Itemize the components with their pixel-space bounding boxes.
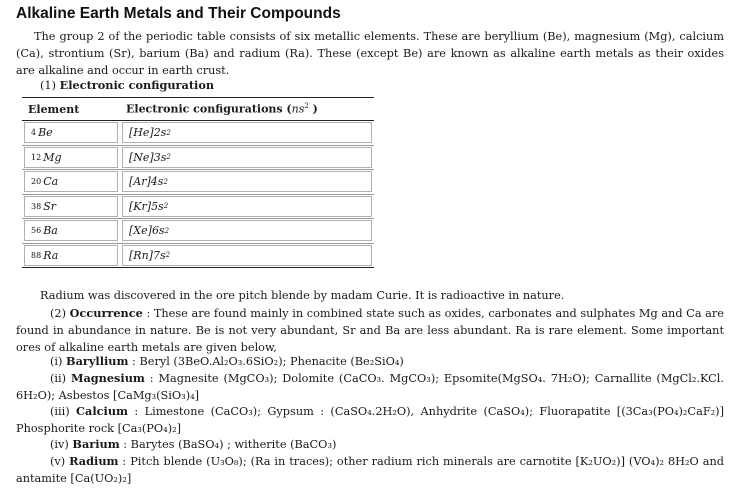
ore-number: (iv) (50, 438, 69, 451)
valence-config: 4s (150, 175, 164, 189)
table-row (22, 219, 374, 244)
atomic-number: 20 (31, 177, 42, 187)
element-symbol: Mg (43, 150, 62, 164)
ore-metal-name: Radium (69, 454, 119, 468)
intro-paragraph: The group 2 of the periodic table consists of six metallic elements. These are beryllium (Be), magnesium (Mg), calcium (Ca), strontium (Sr), barium (Ba) and radium (Ra). These (except Be) are known as alkaline earth metals as their oxides are alkaline and occur in earth crust. (16, 30, 724, 77)
atomic-number: 12 (31, 152, 42, 162)
element-symbol: Ra (43, 248, 59, 262)
ore-number: (v) (50, 455, 66, 468)
element-cell (22, 219, 120, 244)
ore-metal-name: Baryllium (66, 354, 129, 368)
element-symbol: Ba (43, 224, 58, 238)
valence-config: 6s (151, 224, 165, 238)
valence-config: 7s (152, 248, 166, 262)
core-config: [Kr] (129, 199, 152, 213)
element-cell (22, 243, 120, 268)
radium-note: Radium was discovered in the ore pitch blende by madam Curie. It is radioactive in nature. (40, 289, 565, 302)
ore-number: (iii) (50, 405, 70, 418)
atomic-number: 4 (31, 128, 37, 138)
valence-sup: 2 (165, 251, 171, 260)
ore-text: : Barytes (BaSO₄) ; witherite (BaCO₃) (119, 438, 337, 451)
table-row (22, 194, 374, 219)
valence-config: 5s (151, 199, 164, 213)
atomic-number: 88 (31, 250, 42, 260)
element-symbol: Be (38, 126, 53, 140)
valence-sup: 2 (166, 153, 171, 162)
element-cell (22, 170, 120, 195)
table-header-row (22, 98, 374, 121)
ore-text: : Limestone (CaCO₃); Gypsum : (CaSO₄.2H₂O), Anhydrite (CaSO₄); Fluorapatite [(3Ca₃(PO₄)₂CaF₂)] Phosphorite rock [Ca₃(PO₄)₂] (16, 405, 724, 435)
header-ns: ns (291, 102, 305, 116)
table-row (22, 145, 374, 170)
table-row (22, 121, 374, 146)
ore-metal-name: Barium (72, 437, 120, 451)
occurrence-paragraph (16, 305, 724, 356)
valence-sup: 2 (166, 128, 171, 137)
electronic-configuration-table (22, 97, 374, 268)
header-config-suffix: ) (308, 102, 318, 116)
core-config: [Rn] (129, 248, 153, 262)
configuration-cell (120, 145, 374, 170)
element-cell (22, 194, 120, 219)
section-title: Electronic configuration (59, 78, 215, 92)
occurrence-title: Occurrence (69, 306, 143, 320)
core-config: [He] (129, 126, 154, 140)
section-heading-electronic-configuration (40, 78, 214, 92)
occurrence-number: (2) (50, 307, 67, 320)
header-config-prefix: Electronic configurations ( (126, 102, 292, 116)
configuration-cell (120, 243, 374, 268)
occurrence-text: : These are found mainly in combined state such as oxides, carbonates and sulphates Mg and Ca are found in abundance in nature. Be is not very abundant, Sr and Ba are less abundant. Ra is rare element. Some important ores of alkaline earth metals are given below, (16, 307, 724, 354)
configuration-cell (120, 194, 374, 219)
ore-item (16, 403, 724, 438)
element-cell (22, 121, 120, 146)
ore-item (16, 453, 724, 488)
table-row (22, 243, 374, 268)
configuration-cell (120, 219, 374, 244)
header-ns-sup: 2 (304, 102, 309, 111)
core-config: [Xe] (129, 224, 152, 238)
configuration-cell (120, 121, 374, 146)
atomic-number: 56 (31, 226, 42, 236)
valence-config: 2s (153, 126, 167, 140)
element-symbol: Sr (43, 199, 56, 213)
element-symbol: Ca (43, 175, 59, 189)
ore-text: : Magnesite (MgCO₃); Dolomite (CaCO₃. MgCO₃); Epsomite(MgSO₄. 7H₂O); Carnallite (MgCl₂.KCl. 6H₂O); Asbestos [CaMg₃(SiO₃)₄] (16, 372, 724, 402)
page-title: Alkaline Earth Metals and Their Compounds (16, 5, 341, 22)
core-config: [Ar] (129, 175, 151, 189)
section-number: (1) (40, 79, 57, 92)
ore-metal-name: Calcium (76, 404, 128, 418)
ore-item (16, 353, 724, 371)
ore-number: (ii) (50, 372, 67, 385)
core-config: [Ne] (129, 150, 154, 164)
element-cell (22, 145, 120, 170)
ore-item (16, 370, 724, 405)
header-configuration (120, 98, 374, 121)
configuration-cell (120, 170, 374, 195)
table-row (22, 170, 374, 195)
ore-metal-name: Magnesium (70, 371, 145, 385)
valence-config: 3s (153, 150, 167, 164)
ore-text: : Beryl (3BeO.Al₂O₃.6SiO₂); Phenacite (Be₂SiO₄) (128, 355, 404, 368)
ore-item (16, 436, 724, 454)
valence-sup: 2 (164, 226, 170, 235)
ore-text: : Pitch blende (U₃O₈); (Ra in traces); other radium rich minerals are carnotite [K₂UO₂)] (VO₄)₂ 8H₂O and antamite [Ca(UO₂)₂] (16, 455, 724, 485)
atomic-number: 38 (31, 201, 42, 211)
header-element: Element (28, 102, 80, 116)
valence-sup: 2 (163, 202, 169, 211)
valence-sup: 2 (163, 177, 168, 186)
ore-number: (i) (50, 355, 63, 368)
